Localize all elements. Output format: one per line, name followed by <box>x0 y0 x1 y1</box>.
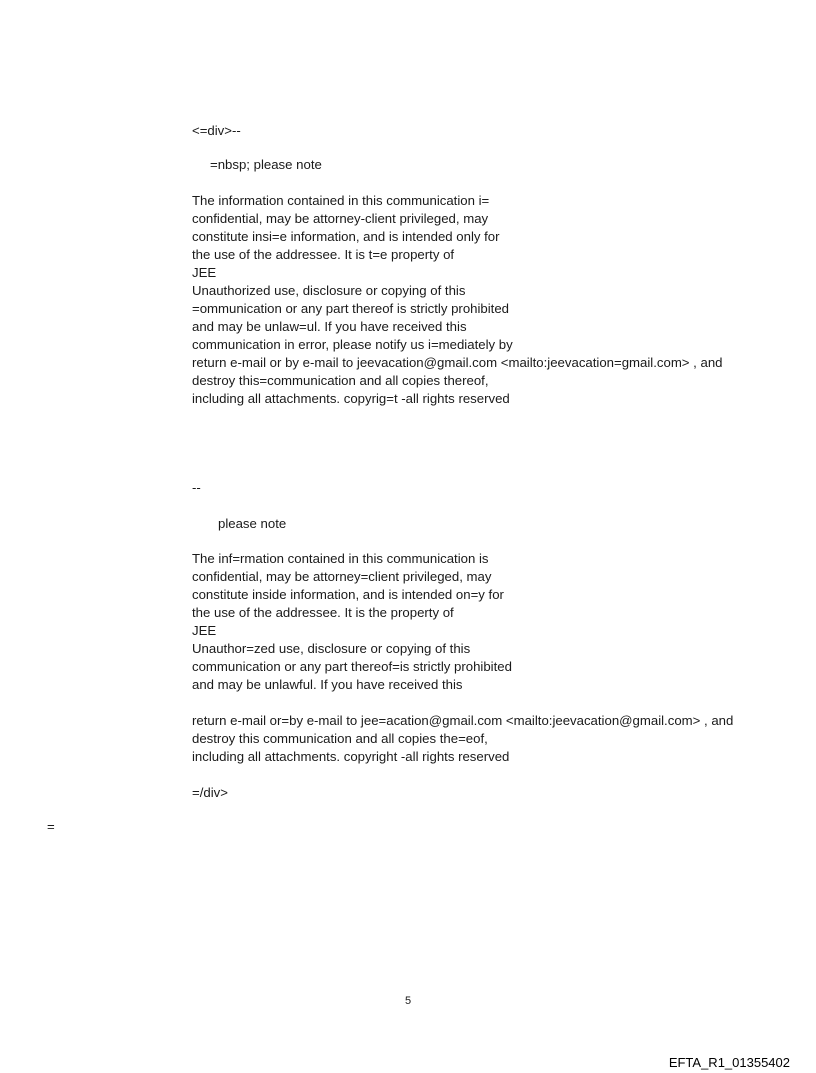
page-number: 5 <box>404 995 412 1007</box>
signature-separator: -- <box>192 480 201 495</box>
notice-1-line: the use of the addressee. It is t=e property of <box>192 247 455 262</box>
notice-1-line: =ommunication or any part thereof is strictly prohibited <box>192 301 510 316</box>
notice-1-line: confidential, may be attorney-client privileged, may <box>192 211 489 226</box>
notice-2-line: return e-mail or=by e-mail to jee=acation@gmail.com <mailto:jeevacation@gmail.com> , and <box>192 713 734 728</box>
notice-heading-2: please note <box>218 516 287 531</box>
notice-2-line: communication or any part thereof=is strictly prohibited <box>192 659 512 674</box>
close-div-tag: =/div> <box>192 785 228 800</box>
bates-number: EFTA_R1_01355402 <box>668 1055 790 1070</box>
notice-2-line: The inf=rmation contained in this communication is <box>192 551 489 566</box>
notice-1-line: The information contained in this communication i= <box>192 193 490 208</box>
notice-2-line: confidential, may be attorney=client privileged, may <box>192 569 492 584</box>
notice-2-line: Unauthor=zed use, disclosure or copying of this <box>192 641 471 656</box>
notice-1-line: and may be unlaw=ul. If you have received this <box>192 319 467 334</box>
notice-2-line: the use of the addressee. It is the property of <box>192 605 454 620</box>
notice-2-line: including all attachments. copyright -all rights reserved <box>192 749 510 764</box>
notice-2-line: and may be unlawful. If you have received this <box>192 677 463 692</box>
notice-1-line: Unauthorized use, disclosure or copying of this <box>192 283 466 298</box>
open-div-tag: <=div>-- <box>192 123 241 138</box>
notice-2-line: destroy this communication and all copies the=eof, <box>192 731 488 746</box>
notice-heading-1: =nbsp; please note <box>210 157 322 172</box>
notice-1-line: constitute insi=e information, and is intended only for <box>192 229 500 244</box>
notice-1-line: return e-mail or by e-mail to jeevacation@gmail.com <mailto:jeevacation=gmail.com> , and <box>192 355 723 370</box>
notice-1-line: JEE <box>192 265 217 280</box>
notice-1-line: communication in error, please notify us i=mediately by <box>192 337 513 352</box>
notice-1-line: including all attachments. copyrig=t -all rights reserved <box>192 391 510 406</box>
notice-2-line: JEE <box>192 623 217 638</box>
notice-1-line: destroy this=communication and all copies thereof, <box>192 373 489 388</box>
notice-2-line: constitute inside information, and is intended on=y for <box>192 587 504 602</box>
stray-equals-char: = <box>47 819 55 834</box>
